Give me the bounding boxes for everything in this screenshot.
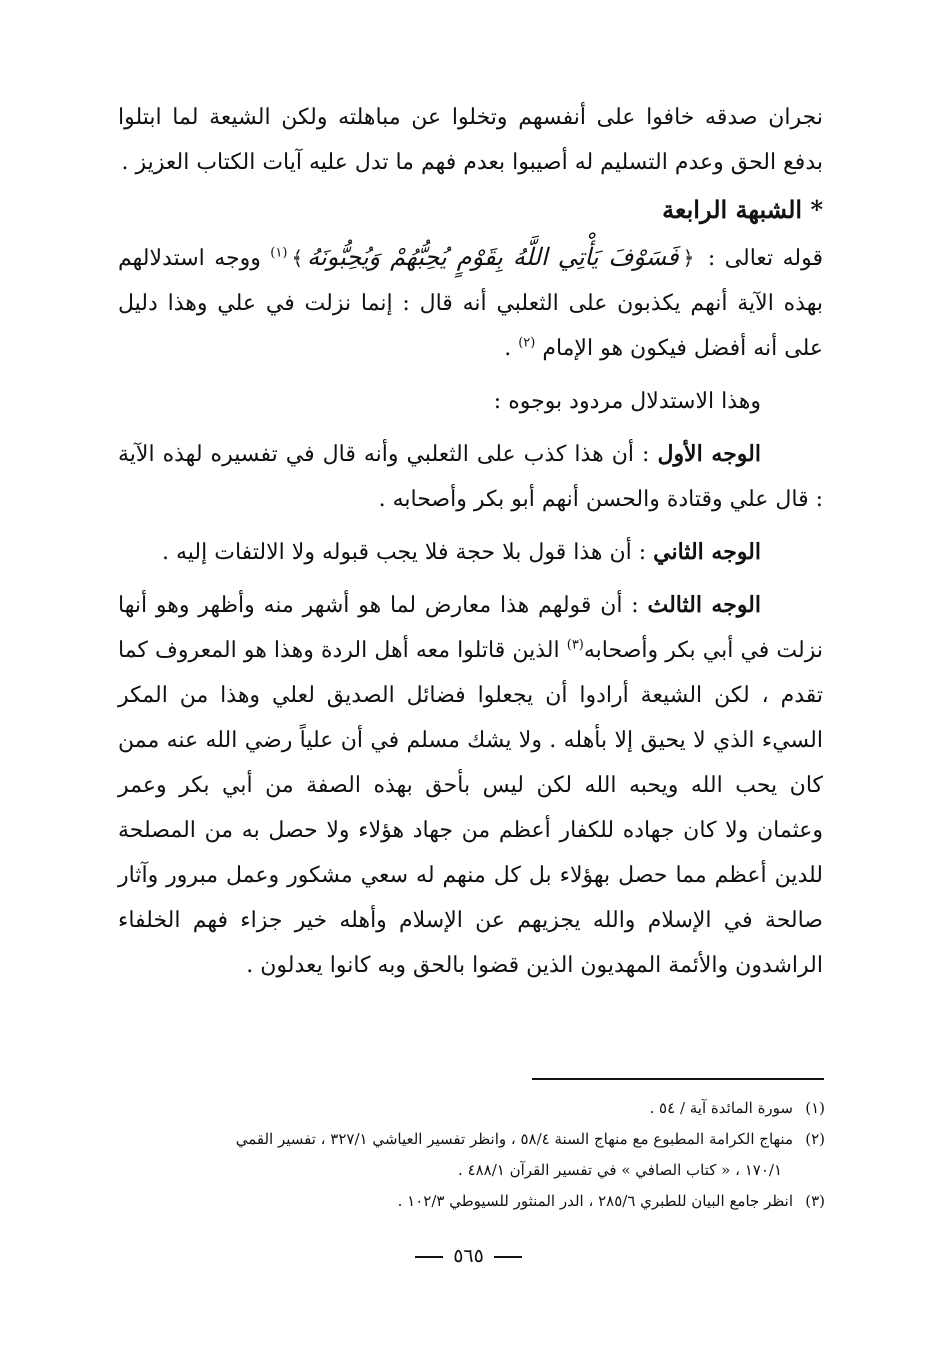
footnote-ref-1: (١): [270, 245, 288, 261]
section-heading: * الشبهة الرابعة: [662, 195, 823, 224]
verse-explanation: ووجه استدلالهم بهذه الآية أنهم يكذبون على الثعلبي أنه قال : إنما نزلت في علي وهذا دليل على أنه أفضل فيكون هو الإمام: [118, 246, 823, 361]
third-aspect-label: الوجه الثالث: [647, 592, 761, 618]
paragraph-najran: نجران صدقه خافوا على أنفسهم وتخلوا عن مباهلته ولكن الشيعة لما ابتلوا بدفع الحق وعدم التسليم له أصيبوا بعدم فهم ما تدل عليه آيات الكتاب العزيز .: [118, 105, 823, 175]
third-aspect-text-a: : أن قولهم هذا معارض لما هو أشهر منه وأظهر وهو أنها نزلت في أبي بكر وأصحابه: [118, 593, 823, 663]
ornate-bracket-open: ﴿: [682, 246, 695, 270]
paragraph-first-aspect: [118, 432, 823, 522]
paragraph-third-aspect: [118, 583, 823, 988]
footnote-text: منهاج الكرامة المطبوع مع منهاج السنة ٥٨/٤ ، وانظر تفسير العياشي ٣٢٧/١ ، تفسير القمي: [235, 1130, 793, 1148]
footnote-number: (١): [805, 1099, 825, 1117]
page-number-dash-left: [494, 1256, 522, 1258]
third-aspect-text-b: الذين قاتلوا معه أهل الردة وهذا هو المعروف كما تقدم ، لكن الشيعة أرادوا أن يجعلوا فضائل الصديق لعلي وهذا من المكر السيء الذي لا يحيق إلا بأهله . ولا يشك مسلم في أن علياً رضي الله عنه ممن كان يحب الله ويحبه الله لكن ليس بأحق بهذه الصفة من أبي بكر وعمر وعثمان ولا كان جهاده للكفار أعظم من جهاد هؤلاء ولا حصل به من المصلحة للدين أعظم مما حصل بهؤلاء بل كل منهم له سعي مشكور وعمل مبرور وآثار صالحة في الإسلام والله يجزيهم عن الإسلام وأهله خير جزاء فهم الخلفاء الراشدون والأئمة المهديون الذين قضوا بالحق وبه كانوا يعدلون .: [118, 638, 823, 978]
footnote-1: [118, 1093, 825, 1124]
paragraph-second-aspect: [118, 530, 823, 575]
footnotes: [118, 1093, 825, 1217]
footnote-ref-2: (٢): [518, 335, 536, 351]
page-number: [0, 1245, 937, 1267]
footnote-2-continuation: ١٧٠/١ ، « كتاب الصافي » في تفسير القرآن ٤٨٨/١ .: [458, 1161, 782, 1179]
footnote-text: سورة المائدة آية / ٥٤ .: [649, 1099, 793, 1117]
first-aspect-text: : أن هذا كذب على الثعلبي وأنه قال في تفسيره لهذه الآية : قال علي وقتادة والحسن أنهم أبو بكر وأصحابه .: [118, 442, 823, 512]
page-number-value: ٥٦٥: [453, 1245, 484, 1267]
footnote-ref-3: (٣): [566, 637, 584, 653]
paragraph-refutation-intro: وهذا الاستدلال مردود بوجوه :: [493, 389, 761, 414]
paragraph-verse: [118, 235, 823, 371]
footnote-number: (٣): [805, 1192, 825, 1210]
first-aspect-label: الوجه الأول: [657, 441, 761, 467]
footnote-number: (٢): [805, 1130, 825, 1148]
footnote-3: [118, 1186, 825, 1217]
footnote-divider: [532, 1078, 824, 1080]
second-aspect-label: الوجه الثاني: [653, 539, 761, 565]
quran-verse: فَسَوْفَ يَأْتِي اللَّهُ بِقَوْمٍ يُحِبُّهُمْ وَيُحِبُّونَهُ: [307, 243, 679, 271]
page-body: [118, 95, 823, 988]
footnote-text: انظر جامع البيان للطبري ٢٨٥/٦ ، الدر المنثور للسيوطي ١٠٢/٣ .: [397, 1192, 793, 1210]
verse-intro: قوله تعالى :: [707, 246, 823, 271]
ornate-bracket-close: ﴾: [291, 246, 304, 270]
verse-end: .: [504, 336, 519, 361]
footnote-2: [118, 1124, 825, 1155]
second-aspect-text: : أن هذا قول بلا حجة فلا يجب قبوله ولا الالتفات إليه .: [162, 540, 654, 565]
page-number-dash-right: [415, 1256, 443, 1258]
